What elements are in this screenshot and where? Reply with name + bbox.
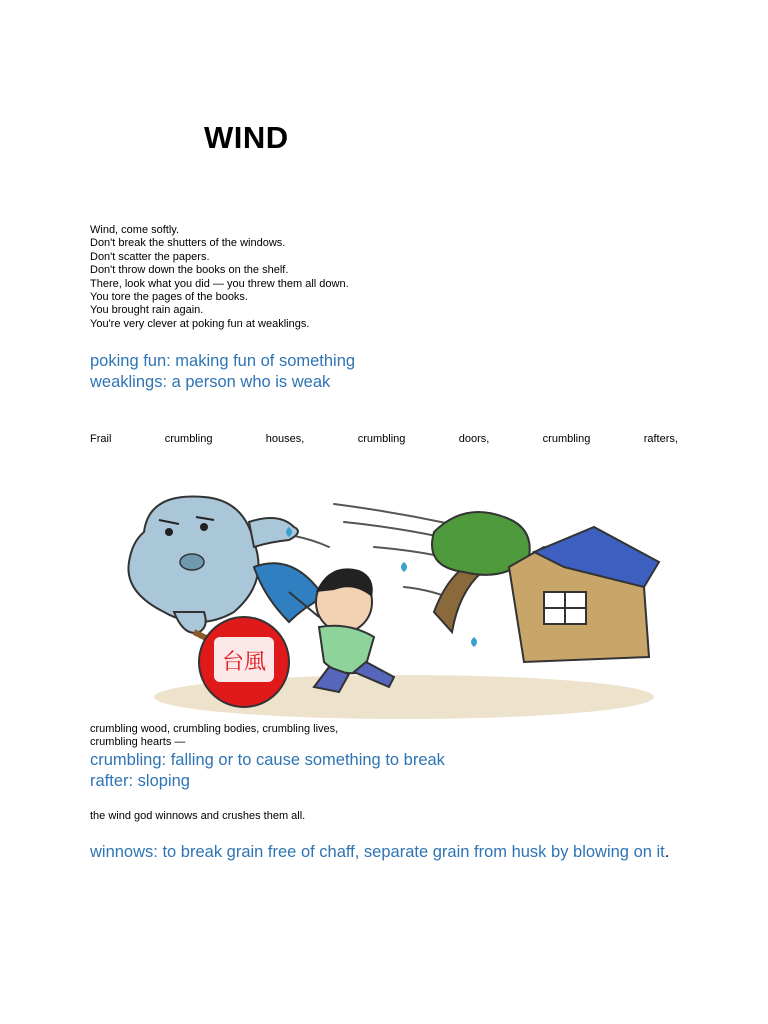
poem-line: Don't throw down the books on the shelf. bbox=[90, 264, 289, 277]
page-title: WIND bbox=[204, 120, 289, 155]
word: Frail bbox=[90, 433, 112, 445]
poem-line: Don't break the shutters of the windows. bbox=[90, 237, 286, 250]
poem-line: Don't scatter the papers. bbox=[90, 250, 210, 263]
vocabulary-gloss-1 bbox=[90, 351, 690, 393]
poem-line: the wind god winnows and crushes them all. bbox=[90, 810, 306, 822]
word: crumbling bbox=[357, 433, 406, 445]
gloss-entry: rafter: sloping bbox=[90, 772, 190, 790]
gloss-entry: poking fun: making fun of something bbox=[90, 352, 356, 370]
poem-line: You tore the pages of the books. bbox=[90, 291, 248, 304]
word: crumbling bbox=[542, 433, 591, 445]
poem-line: crumbling wood, crumbling bodies, crumbling lives, bbox=[90, 723, 339, 735]
house bbox=[509, 527, 659, 662]
poem-line: You're very clever at poking fun at weaklings. bbox=[90, 317, 310, 330]
gloss-entry: crumbling: falling or to cause something to break bbox=[90, 751, 445, 769]
word: rafters, bbox=[643, 433, 678, 445]
poem-line: Wind, come softly. bbox=[90, 224, 180, 236]
blue-umbrella bbox=[254, 563, 324, 622]
word: doors, bbox=[458, 433, 490, 445]
gloss-entry: winnows: to break grain free of chaff, separate grain from husk by blowing on it bbox=[90, 843, 665, 861]
vocabulary-gloss-2 bbox=[90, 750, 690, 792]
poem-stanza-1 bbox=[90, 224, 690, 331]
gloss-entry: weaklings: a person who is weak bbox=[90, 373, 331, 391]
poem-line-justified bbox=[90, 433, 678, 445]
word: houses, bbox=[265, 433, 305, 445]
fan-lettering: 台風 bbox=[221, 650, 267, 675]
boy-figure bbox=[314, 568, 394, 692]
poem-line: You brought rain again. bbox=[90, 304, 204, 317]
vocabulary-gloss-3 bbox=[90, 842, 680, 863]
poem-line: crumbling hearts — bbox=[90, 736, 186, 749]
word: crumbling bbox=[164, 433, 213, 445]
poem-line: There, look what you did — you threw them all down. bbox=[90, 277, 349, 290]
period: . bbox=[664, 843, 670, 861]
wind-god-illustration bbox=[104, 472, 666, 722]
poem-stanza-2 bbox=[90, 723, 690, 750]
